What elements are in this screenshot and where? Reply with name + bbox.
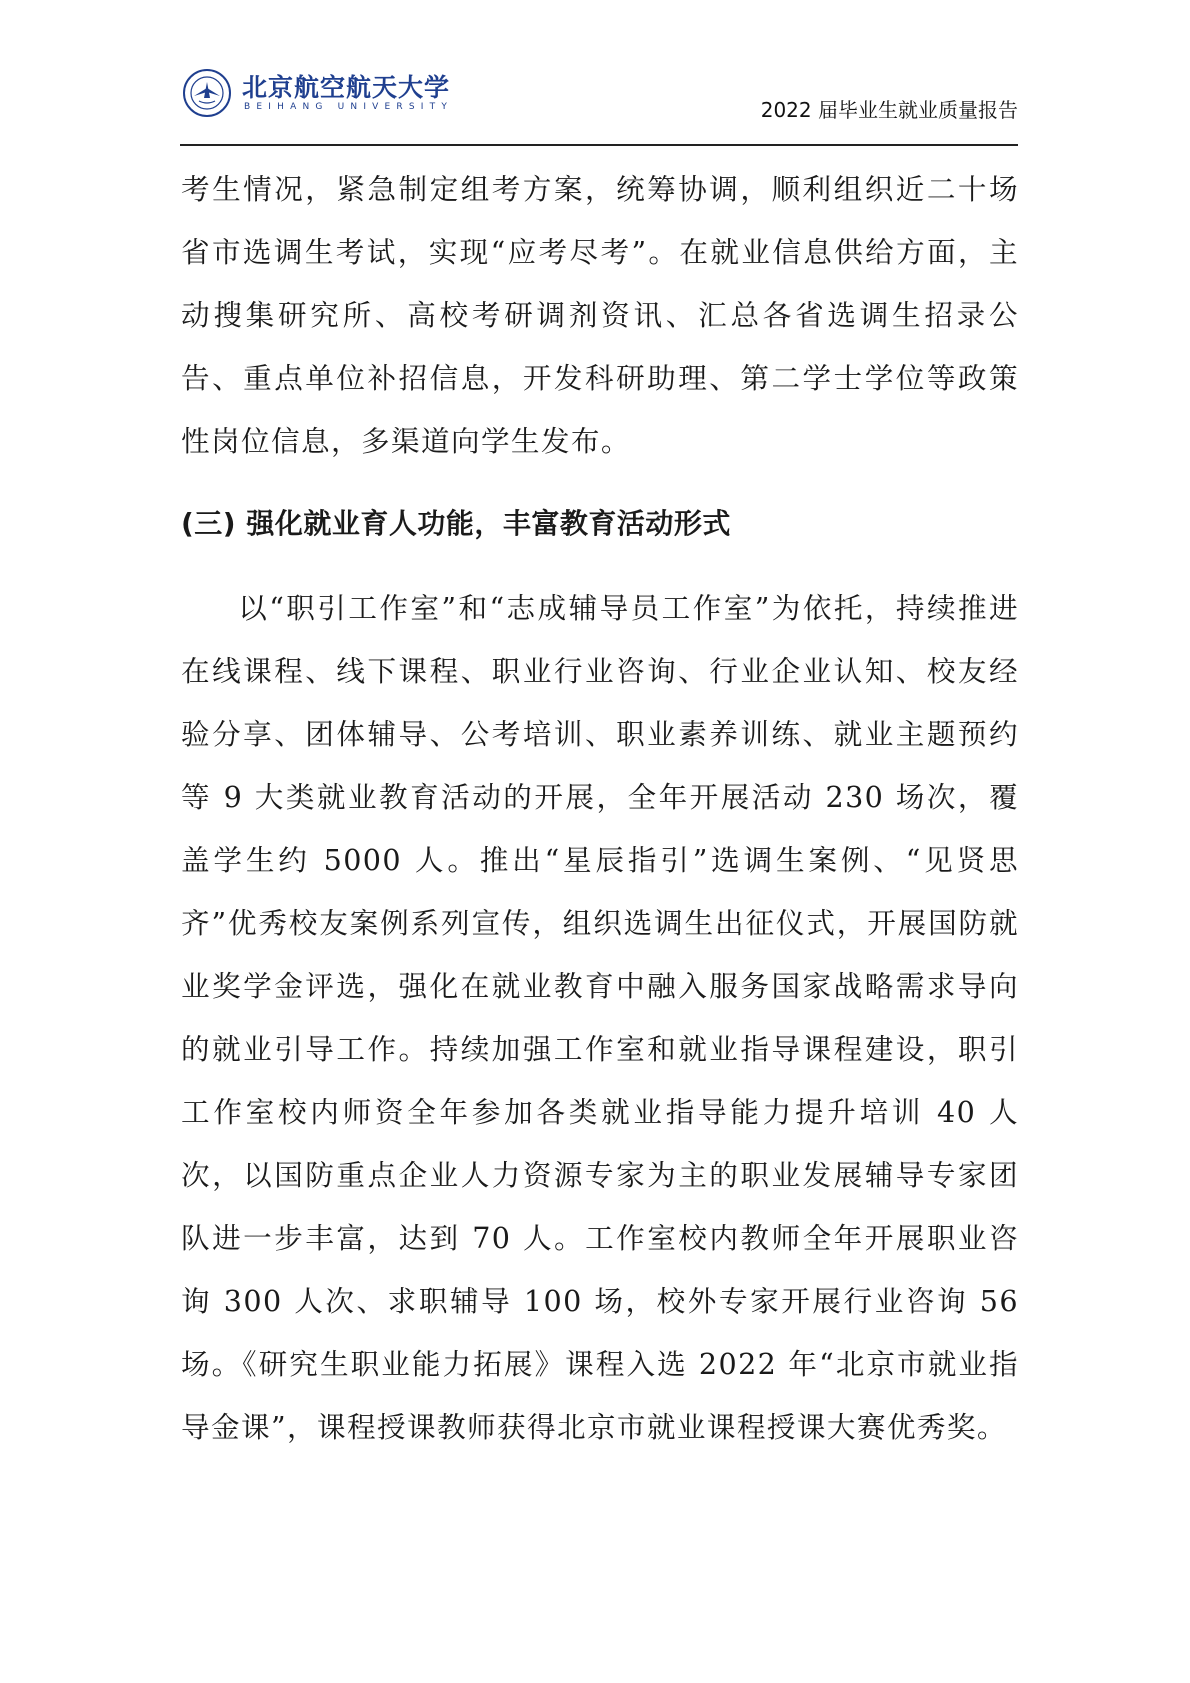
report-title: 2022 届毕业生就业质量报告 [760,98,1018,122]
page-body [181,158,1019,1459]
section-heading: (三) 强化就业育人功能，丰富教育活动形式 [181,507,731,540]
page-header [180,62,1018,146]
continued-paragraph: 考生情况，紧急制定组考方案，统筹协调，顺利组织近二十场省市选调生考试，实现“应考尽考”。在就业信息供给方面，主动搜集研究所、高校考研调剂资讯、汇总各省选调生招录公告、重点单位补招信息，开发科研助理、第二学士学位等政策性岗位信息，多渠道向学生发布。 [181,172,1019,458]
logo-chinese-name: 北京航空航天大学 [242,73,451,102]
university-seal-icon [182,68,232,118]
logo-english-name: BEIHANG UNIVERSITY [244,102,454,112]
body-paragraph: 以“职引工作室”和“志成辅导员工作室”为依托，持续推进在线课程、线下课程、职业行业咨询、行业企业认知、校友经验分享、团体辅导、公考培训、职业素养训练、就业主题预约等 9 大类就业教育活动的开展，全年开展活动 230 场次，覆盖学生约 5000 人。推出“星辰指引”选调生案例、“见贤思齐”优秀校友案例系列宣传，组织选调生出征仪式，开展国防就业奖学金评选，强化在就业教育中融入服务国家战略需求导向的就业引导工作。持续加强工作室和就业指导课程建设，职引工作室校内师资全年参加各类就业指导能力提升培训 40 人次，以国防重点企业人力资源专家为主的职业发展辅导专家团队进一步丰富，达到 70 人。工作室校内教师全年开展职业咨询 300 人次、求职辅导 100 场，校外专家开展行业咨询 56 场。《研究生职业能力拓展》课程入选 2022 年“北京市就业指导金课”，课程授课教师获得北京市就业课程授课大赛优秀奖。 [181,591,1019,1444]
university-logo [182,66,452,126]
